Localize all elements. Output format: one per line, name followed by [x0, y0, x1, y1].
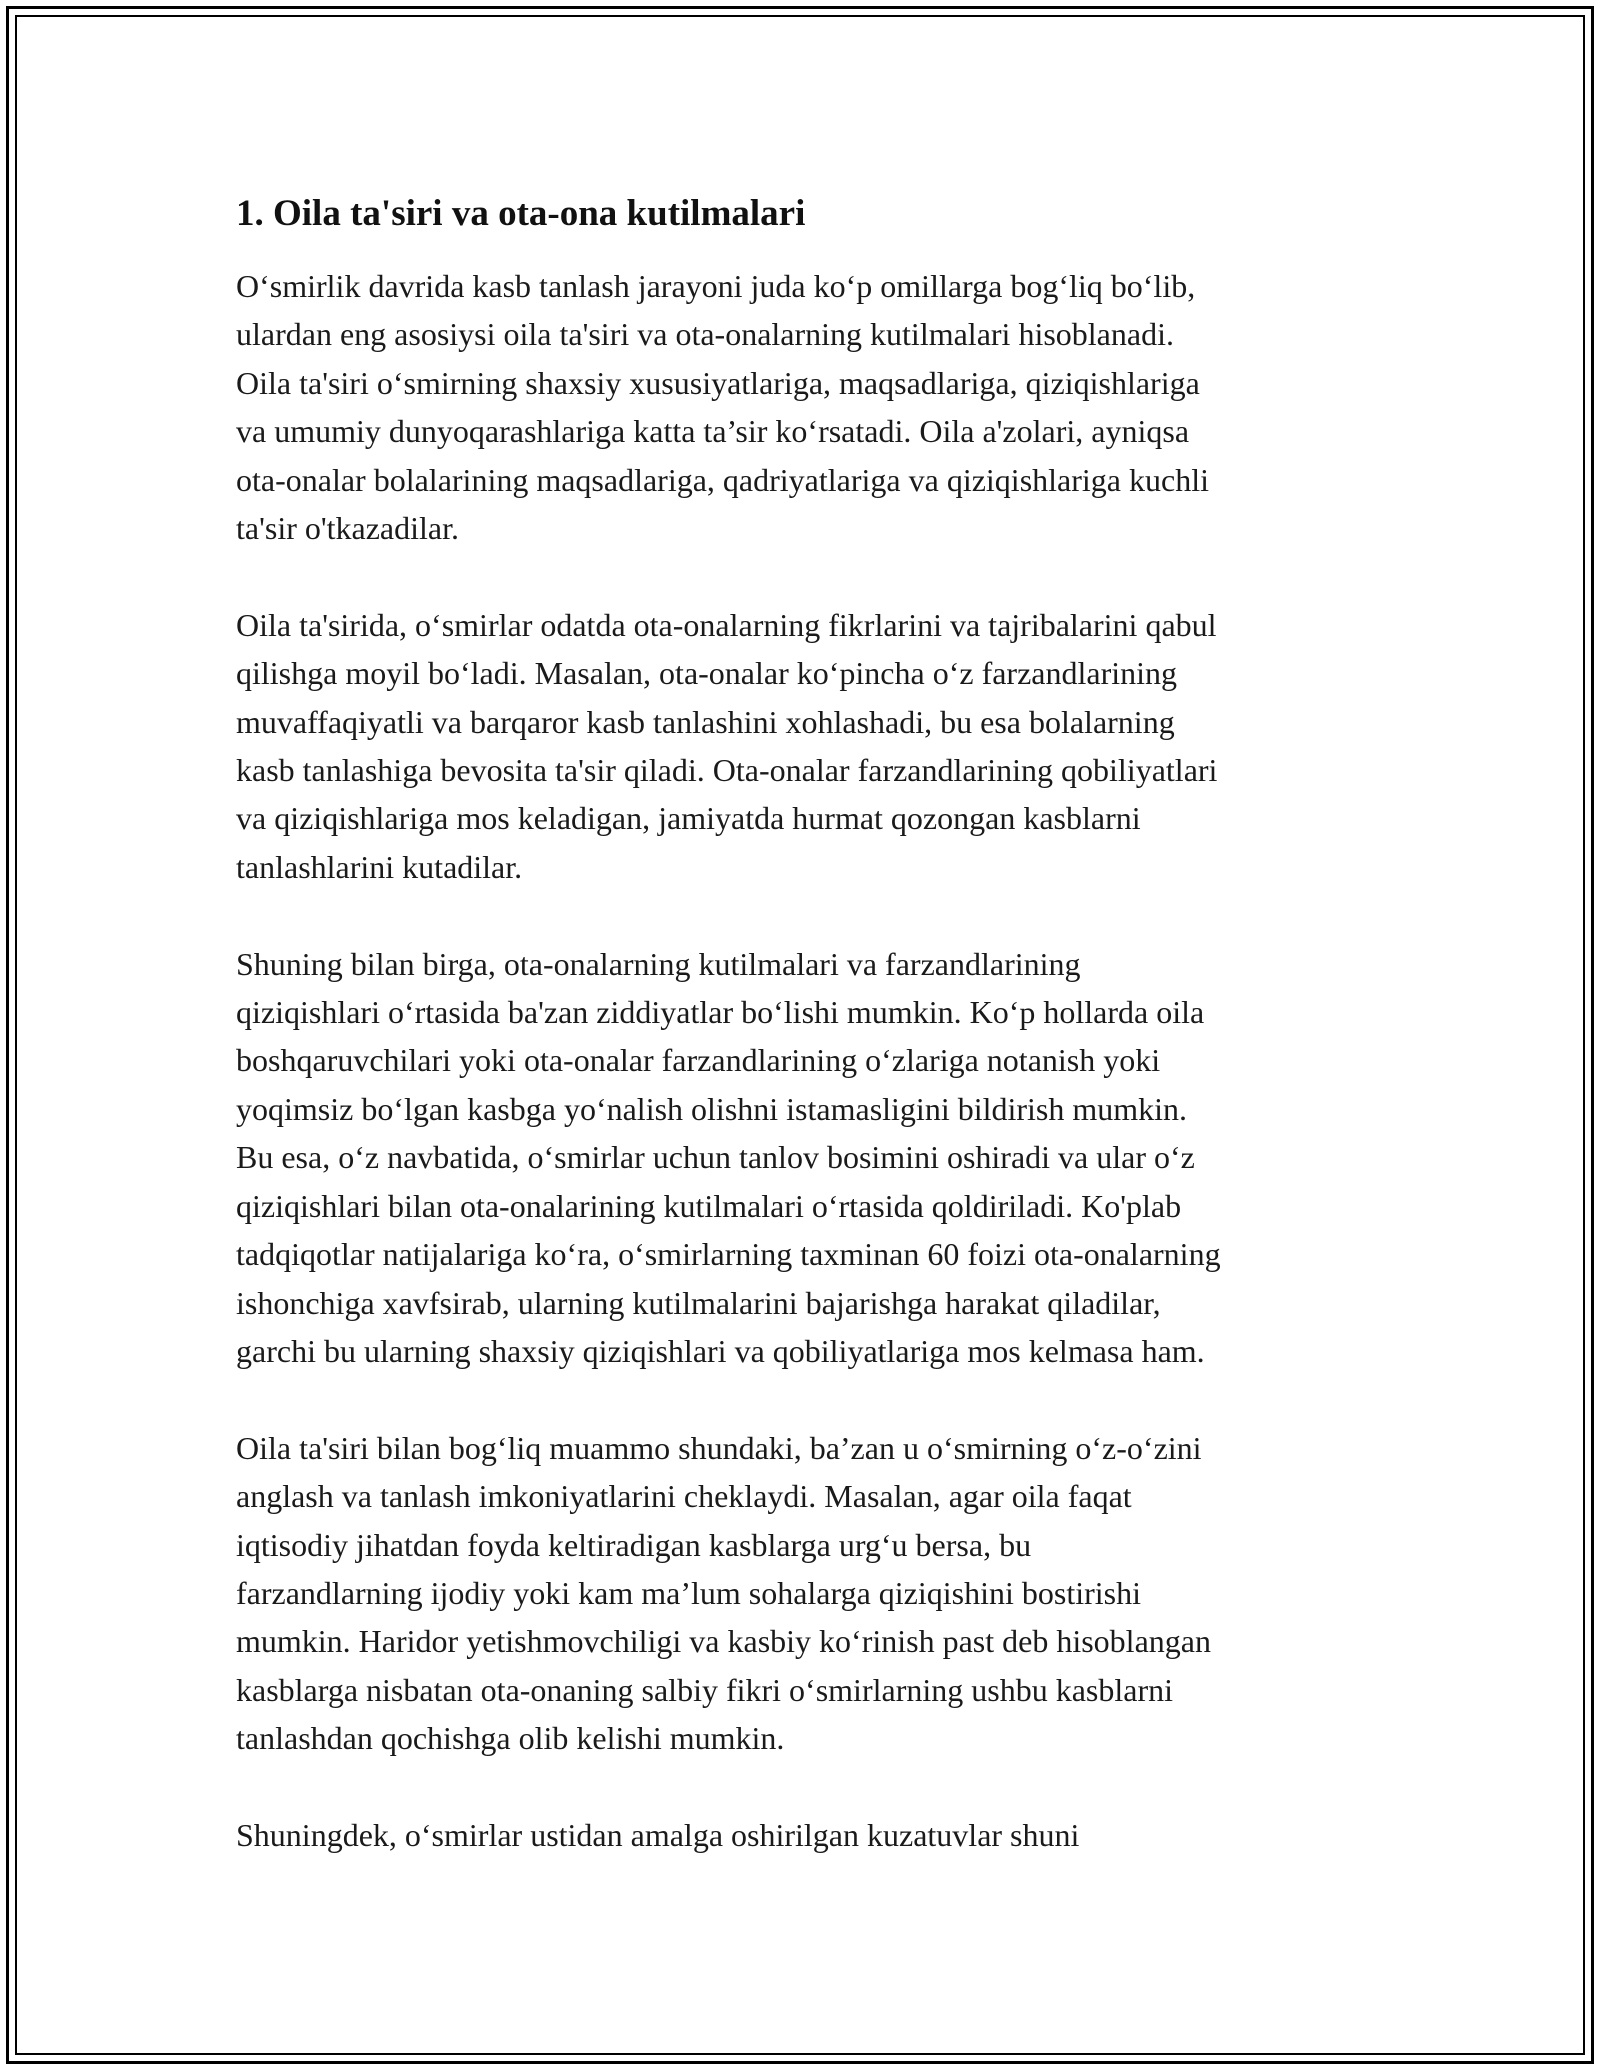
paragraph-4: Oila ta'siri bilan bog‘liq muammo shundaki, ba’zan u o‘smirning o‘z-o‘zini anglash va tanlash imkoniyatlarini cheklaydi. Masalan, agar oila faqat iqtisodiy jihatdan foyda keltiradigan kasblarga urg‘u bersa, bu farzandlarning ijodiy yoki kam ma’lum sohalarga qiziqishini bostirishi mumkin. Haridor yetishmovchiligi va kasbiy ko‘rinish past deb hisoblangan kasblarga nisbatan ota-onaning salbiy fikri o‘smirlarning ushbu kasblarni tanlashdan qochishga olib kelishi mumkin. [236, 1429, 1211, 1757]
document-body [236, 188, 1366, 1908]
section-heading: 1. Oila ta'siri va ota-ona kutilmalari [236, 193, 806, 234]
paragraph-3: Shuning bilan birga, ota-onalarning kutilmalari va farzandlarining qiziqishlari o‘rtasida ba'zan ziddiyatlar bo‘lishi mumkin. Ko‘p hollarda oila boshqaruvchilari yoki ota-onalar farzandlarining o‘zlariga notanish yoki yoqimsiz bo‘lgan kasbga yo‘nalish olishni istamasligini bildirish mumkin. Bu esa, o‘z navbatida, o‘smirlar uchun tanlov bosimini oshiradi va ular o‘z qiziqishlari bilan ota-onalarining kutilmalari o‘rtasida qoldiriladi. Ko'plab tadqiqotlar natijalariga ko‘ra, o‘smirlarning taxminan 60 foizi ota-onalarning ishonchiga xavfsirab, ularning kutilmalarini bajarishga harakat qiladilar, garchi bu ularning shaxsiy qiziqishlari va qobiliyatlariga mos kelmasa ham. [236, 945, 1221, 1369]
paragraph-1: O‘smirlik davrida kasb tanlash jarayoni juda ko‘p omillarga bog‘liq bo‘lib, ulardan eng asosiysi oila ta'siri va ota-onalarning kutilmalari hisoblanadi. Oila ta'siri o‘smirning shaxsiy xususiyatlariga, maqsadlariga, qiziqishlariga va umumiy dunyoqarashlariga katta ta’sir ko‘rsatadi. Oila a'zolari, ayniqsa ota-onalar bolalarining maqsadlariga, qadriyatlariga va qiziqishlariga kuchli ta'sir o'tkazadilar. [236, 268, 1209, 547]
paragraph-5: Shuningdek, o‘smirlar ustidan amalga oshirilgan kuzatuvlar shuni [236, 1816, 1080, 1853]
paragraph-2: Oila ta'sirida, o‘smirlar odatda ota-onalarning fikrlarini va tajribalarini qabul qilishga moyil bo‘ladi. Masalan, ota-onalar ko‘pincha o‘z farzandlarining muvaffaqiyatli va barqaror kasb tanlashini xohlashadi, bu esa bolalarning kasb tanlashiga bevosita ta'sir qiladi. Ota-onalar farzandlarining qobiliyatlari va qiziqishlariga mos keladigan, jamiyatda hurmat qozongan kasblarni tanlashlarini kutadilar. [236, 606, 1218, 885]
